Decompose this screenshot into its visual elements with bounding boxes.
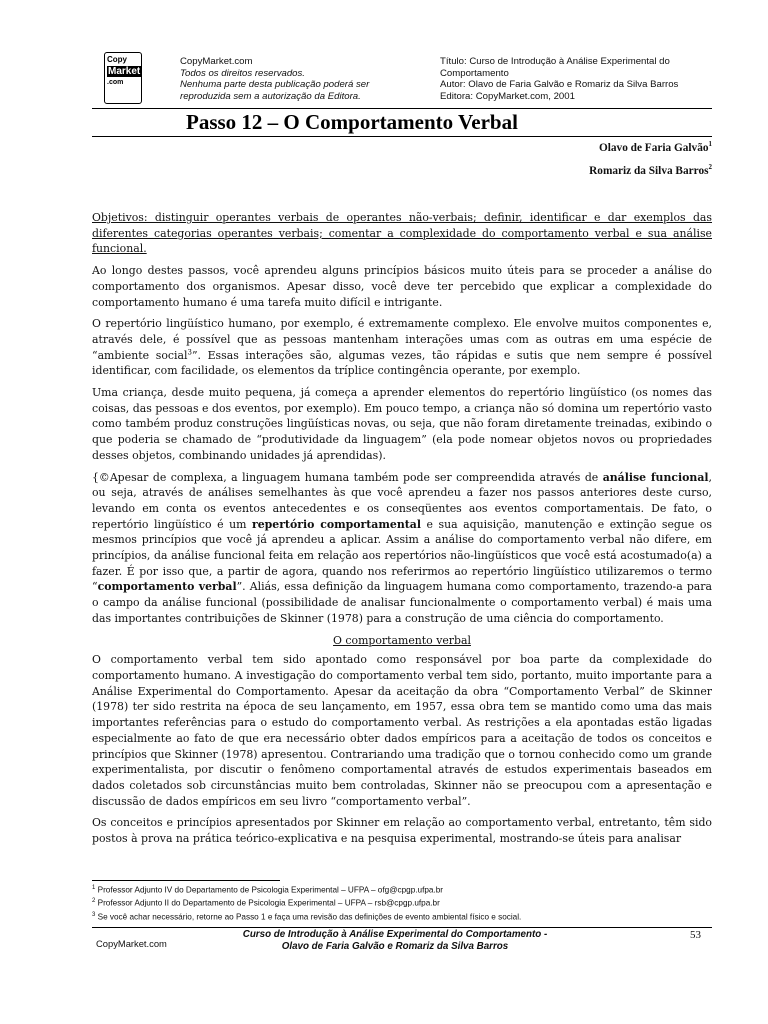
paragraph-2 [92, 316, 712, 379]
footnote-ref-3: 3 [187, 348, 192, 356]
header-book-editor: Editora: CopyMarket.com, 2001 [440, 90, 575, 102]
objectives-paragraph [92, 210, 712, 257]
footer-rule [92, 927, 712, 928]
page-number: 53 [690, 929, 701, 941]
objectives-text: Objetivos: distinguir operantes verbais de operantes não-verbais; definir, identificar e dar exemplos das diferentes categorias operantes verbais; comentar a complexidade do comportamento verbal e sua análise funcional. [92, 211, 712, 256]
header-publisher: CopyMarket.com [180, 56, 253, 67]
footnote-3 [92, 910, 712, 923]
author-2-name: Romariz da Silva Barros [589, 164, 709, 177]
paragraph-2-b: ”. Essas interações são, algumas vezes, tão rápidas e sutis que nem sempre é possível identificar, com facilidade, os elementos da tríplice contingência operante, por exemplo. [92, 348, 712, 378]
footer-course-info [200, 929, 590, 953]
header-publisher-info [180, 56, 430, 102]
paragraph-1: Ao longo destes passos, você aprendeu alguns princípios básicos muito úteis para se proceder a análise do comportamento dos organismos. Apesar disso, você deve ter percebido que explicar a complexidade do comportamento humano é uma tarefa muito difícil e intrigante. [92, 264, 712, 309]
footnote-1-text: Professor Adjunto IV do Departamento de Psicologia Experimental – UFPA – ofg@cpgp.ufpa.br [95, 885, 444, 895]
term-analise-funcional: análise funcional [602, 470, 709, 484]
section-heading: O comportamento verbal [333, 633, 471, 647]
footnote-3-number: 3 [92, 911, 96, 918]
footnote-1-number: 1 [92, 885, 96, 891]
header-book-author: Autor: Olavo de Faria Galvão e Romariz da Silva Barros [440, 79, 679, 91]
header-book-title-1: Título: Curso de Introdução à Análise Experimental do [440, 56, 670, 67]
paragraph-5: O comportamento verbal tem sido apontado como responsável por boa parte da complexidade do comportamento humano. A investigação do comportamento verbal tem sido, portanto, muito importante para a Análise Experimental do Comportamento. Apesar da aceitação da obra “Comportamento Verbal” de Skinner (1978) ter sido restrita na época de seu lançamento, em 1957, essa obra tem se mantido como uma das mais importantes referências para o estudo do comportamento verbal. As restrições a ela apontadas estão ligadas especialmente ao fato de que era necessário obter dados empíricos para a aceitação de todos os conceitos e princípios que Skinner (1978) apresentou. Contrariando uma tradição que o tornou conhecido como um grande experimentalista, por discutir o fenômeno comportamental através de estudos experimentais baseados em dados coletados sob circunstâncias muito bem controladas, Skinner não se preocupou com a apresentação e discussão de dados empíricos em seu livro “comportamento verbal”. [92, 653, 712, 808]
document-body [92, 210, 712, 853]
footnote-2 [92, 896, 712, 909]
author-2 [589, 163, 712, 177]
header-book-title-2: Comportamento [440, 67, 509, 79]
paragraph-4-d: e sua aquisição, manutenção e extinção segue os mesmos princípios que você já aprendeu a aplicar. Assim a análise do comportamento verbal não difere, em princípios, da análise funcional feita em relação aos repertórios não-lingüísticos que você está acostumado(a) a fazer. É por isso que, a partir de agora, quando nos referirmos ao repertório lingüístico utilizaremos o termo “ [92, 517, 713, 594]
paragraph-4 [92, 470, 712, 627]
header-notice-1: Nenhuma parte desta publicação poderá ser [180, 79, 370, 91]
header-book-info [440, 56, 720, 102]
footnotes [92, 883, 712, 923]
footer-publisher: CopyMarket.com [96, 938, 167, 949]
title-rule [92, 136, 712, 137]
logo-text-com: .com [107, 79, 124, 86]
paragraph-2-a: O repertório lingüístico humano, por exemplo, é extremamente complexo. Ele envolve muitos componentes e, através dele, é possível que as pessoas mantenham interações umas com as outras em uma espécie de “ambiente social [92, 317, 712, 362]
paragraph-4-e: ”. Aliás, essa definição da linguagem humana como comportamento, trazendo-a para o campo da análise funcional (possibilidade de analisar funcionalmente o comportamento verbal) é mais uma das importantes contribuições de Skinner (1978) para a construção de uma ciência do comportamento. [92, 580, 712, 625]
footer-course-line-2: Olavo de Faria Galvão e Romariz da Silva Barros [281, 941, 509, 952]
header-rule [92, 108, 712, 109]
term-comportamento-verbal: comportamento verbal [97, 580, 237, 594]
footnote-3-text: Se você achar necessário, retorne ao Passo 1 e faça uma revisão das definições de evento ambiental físico e social. [95, 912, 522, 922]
term-repertorio-comportamental: repertório comportamental [251, 517, 421, 531]
header-rights: Todos os direitos reservados. [180, 67, 305, 79]
logo-text-copy: Copy [107, 55, 127, 64]
paragraph-3: Uma criança, desde muito pequena, já começa a aprender elementos do repertório lingüístico (os nomes das coisas, das pessoas e dos eventos, por exemplo). Em pouco tempo, a criança não só domina um repertório vasto como também produz construções lingüísticas novas, ou seja, que não foram diretamente treinadas, exibindo o que poderia se chamado de “produtividade da linguagem” (ela pode nomear objetos novos ou propriedades desses objetos, combinando unidades já aprendidas). [92, 386, 712, 462]
footnote-2-text: Professor Adjunto II do Departamento de Psicologia Experimental – UFPA – rsb@cpgp.ufpa.br [95, 899, 440, 909]
footer-course-line-1: Curso de Introdução à Análise Experimental do Comportamento - [242, 929, 548, 940]
header-notice-2: reproduzida sem a autorização da Editora. [180, 90, 361, 102]
author-1 [599, 140, 712, 154]
logo-text-market: Market [108, 66, 141, 77]
footnote-1 [92, 883, 712, 896]
page-title: Passo 12 – O Comportamento Verbal [186, 110, 518, 134]
paragraph-4-a: {©Apesar de complexa, a linguagem humana também pode ser compreendida através de [92, 470, 603, 484]
author-1-footnote-ref: 1 [708, 140, 712, 148]
paragraph-4-c: , ou seja, através de análises semelhantes às que você aprendeu a fazer nos passos anteriores deste curso, levando em conta os eventos antecedentes e os conseqüentes aos eventos comportamentais. De fato, o repertório lingüístico é um [92, 470, 712, 531]
author-2-footnote-ref: 2 [708, 163, 712, 171]
footnote-2-number: 2 [92, 898, 96, 905]
footnote-rule [92, 880, 280, 881]
paragraph-6: Os conceitos e princípios apresentados por Skinner em relação ao comportamento verbal, entretanto, têm sido postos à prova na prática teórico-explicativa e na pesquisa experimental, mostrando-se úteis para analisar [92, 816, 712, 846]
author-1-name: Olavo de Faria Galvão [598, 141, 709, 154]
copymarket-logo [104, 52, 142, 104]
